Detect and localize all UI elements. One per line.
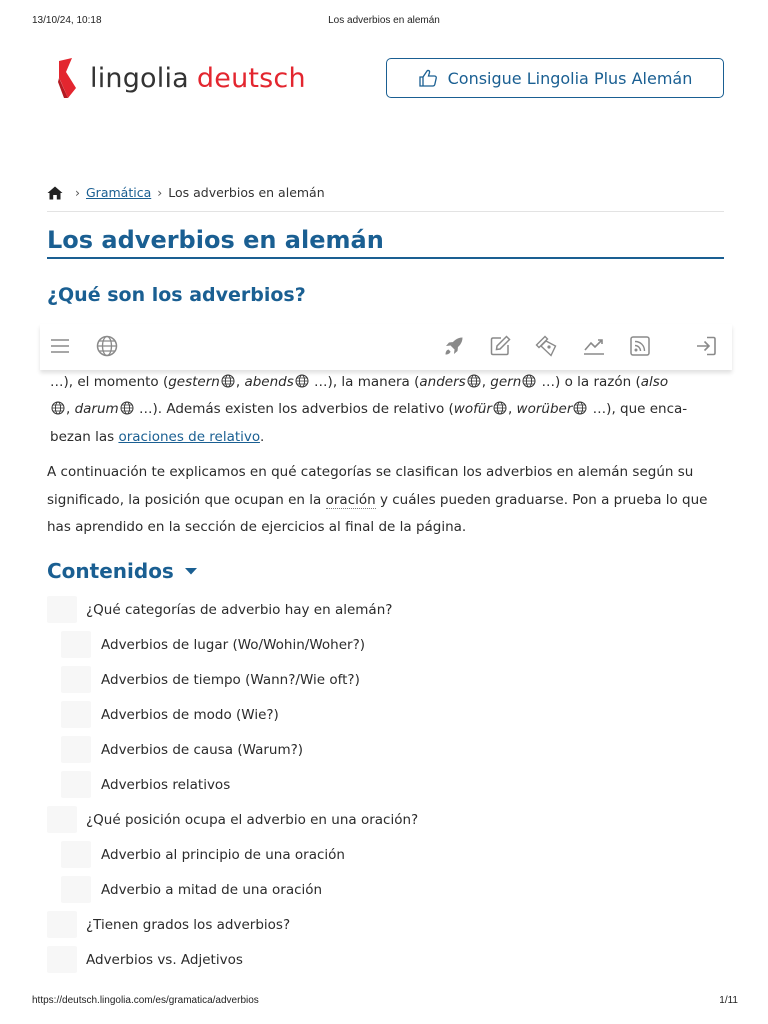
toc-item-marker bbox=[61, 736, 91, 763]
intro-text: …), el momento ( bbox=[50, 374, 169, 390]
toc-item-marker bbox=[61, 701, 91, 728]
rocket-icon[interactable] bbox=[442, 334, 466, 358]
toc-item-label: Adverbios de tiempo (Wann?/Wie oft?) bbox=[101, 671, 360, 688]
example-word: abends bbox=[244, 374, 294, 390]
toc-item[interactable] bbox=[47, 732, 727, 767]
breadcrumb-link-gramatica[interactable]: Gramática bbox=[86, 185, 152, 200]
chart-icon[interactable] bbox=[582, 334, 606, 358]
page-title: Los adverbios en alemán bbox=[47, 226, 384, 254]
toc-item-label: Adverbios vs. Adjetivos bbox=[86, 951, 243, 968]
intro-text: …) o la razón ( bbox=[537, 374, 641, 390]
breadcrumb bbox=[47, 185, 325, 200]
toc-item-label: Adverbios de modo (Wie?) bbox=[101, 706, 279, 723]
globe-icon[interactable] bbox=[522, 374, 536, 388]
toc-item[interactable] bbox=[47, 627, 727, 662]
intro-text: …), que enca- bbox=[588, 401, 688, 417]
edit-icon[interactable] bbox=[488, 334, 512, 358]
toc-item-label: Adverbios de lugar (Wo/Wohin/Woher?) bbox=[101, 636, 365, 653]
thumbs-up-icon bbox=[418, 69, 438, 87]
breadcrumb-divider bbox=[47, 211, 724, 212]
intro-paragraph-line3 bbox=[50, 424, 730, 452]
print-page-number: 1/11 bbox=[719, 995, 738, 1006]
toc-item[interactable] bbox=[47, 662, 727, 697]
example-word: gern bbox=[490, 374, 522, 390]
print-title: Los adverbios en alemán bbox=[328, 15, 440, 26]
toc-item[interactable] bbox=[47, 837, 727, 872]
intro-text: …), la manera ( bbox=[309, 374, 420, 390]
toc-item[interactable] bbox=[47, 802, 727, 837]
example-word: worüber bbox=[516, 401, 573, 417]
breadcrumb-separator: › bbox=[75, 185, 80, 200]
toc-item[interactable] bbox=[47, 697, 727, 732]
globe-icon[interactable] bbox=[493, 401, 507, 415]
logo-text bbox=[90, 63, 306, 94]
toc-item-marker bbox=[47, 911, 77, 938]
print-date: 13/10/24, 10:18 bbox=[32, 15, 102, 26]
example-word: wofür bbox=[453, 401, 492, 417]
toc-item-label: Adverbios de causa (Warum?) bbox=[101, 741, 304, 758]
toc-item-marker bbox=[61, 771, 91, 798]
login-icon[interactable] bbox=[694, 334, 718, 358]
globe-icon[interactable] bbox=[295, 374, 309, 388]
site-logo[interactable] bbox=[56, 58, 306, 98]
globe-icon[interactable] bbox=[467, 374, 481, 388]
print-url: https://deutsch.lingolia.com/es/gramatica/adverbios bbox=[32, 995, 259, 1006]
globe-icon[interactable] bbox=[120, 401, 134, 415]
plus-button-label: Consigue Lingolia Plus Alemán bbox=[447, 68, 693, 88]
toc-item-label: ¿Qué categorías de adverbio hay en alemán? bbox=[86, 601, 393, 618]
example-word: also bbox=[640, 374, 669, 390]
intro-text: …). Además existen los adverbios de relativo ( bbox=[134, 401, 454, 417]
intro-text: bezan las bbox=[50, 429, 119, 445]
breadcrumb-current: Los adverbios en alemán bbox=[168, 185, 325, 200]
section-title: ¿Qué son los adverbios? bbox=[47, 284, 306, 306]
logo-word-lingolia: lingolia bbox=[90, 62, 189, 94]
toc-item[interactable] bbox=[47, 942, 727, 977]
toc-item[interactable] bbox=[47, 592, 727, 627]
example-word: darum bbox=[74, 401, 119, 417]
toc-item-label: Adverbio al principio de una oración bbox=[101, 846, 345, 863]
menu-icon[interactable] bbox=[48, 334, 72, 358]
toc-item[interactable] bbox=[47, 767, 727, 802]
globe-icon[interactable] bbox=[51, 401, 65, 415]
title-underline bbox=[47, 257, 724, 259]
toc-item-label: Adverbios relativos bbox=[101, 776, 231, 793]
toc-item-marker bbox=[47, 946, 77, 973]
lingolia-plus-button[interactable] bbox=[386, 58, 724, 98]
globe-icon[interactable] bbox=[221, 374, 235, 388]
intro-text: . bbox=[259, 429, 265, 445]
breadcrumb-separator: › bbox=[157, 185, 163, 200]
rss-icon[interactable] bbox=[628, 334, 652, 358]
toc-item-marker bbox=[61, 841, 91, 868]
example-word: gestern bbox=[168, 374, 220, 390]
globe-icon[interactable] bbox=[573, 401, 587, 415]
toc-title: Contenidos bbox=[47, 559, 174, 583]
toc-item[interactable] bbox=[47, 872, 727, 907]
globe-icon[interactable] bbox=[95, 334, 119, 358]
glossary-term-oracion[interactable]: oración bbox=[325, 491, 376, 508]
home-icon[interactable] bbox=[47, 186, 63, 200]
toc-item-marker bbox=[61, 666, 91, 693]
toc-item-marker bbox=[61, 876, 91, 903]
table-of-contents bbox=[47, 592, 727, 977]
toc-item-marker bbox=[47, 596, 77, 623]
toc-item-label: ¿Tienen grados los adverbios? bbox=[86, 916, 291, 933]
toc-toggle[interactable] bbox=[47, 559, 198, 583]
logo-word-deutsch: deutsch bbox=[196, 62, 306, 94]
overview-text: A continuación te explicamos en qué categorías se clasifican los adverbios en alemán según su significado, la posición que ocupan en la bbox=[47, 464, 694, 508]
toc-item-marker bbox=[61, 631, 91, 658]
link-oraciones-de-relativo[interactable]: oraciones de relativo bbox=[118, 429, 260, 445]
intro-paragraph: …), el momento (gestern , abends …), la manera (anders , gern …) o la razón (also bbox=[50, 374, 669, 390]
overview-paragraph bbox=[47, 459, 727, 542]
toc-item-label: Adverbio a mitad de una oración bbox=[101, 881, 323, 898]
tags-icon[interactable] bbox=[534, 334, 558, 358]
toc-item[interactable] bbox=[47, 907, 727, 942]
toc-item-label: ¿Qué posición ocupa el adverbio en una oración? bbox=[86, 811, 419, 828]
sticky-toolbar bbox=[40, 324, 732, 370]
caret-down-icon bbox=[184, 566, 198, 576]
lingolia-logo-icon bbox=[56, 58, 78, 98]
example-word: anders bbox=[419, 374, 466, 390]
toc-item-marker bbox=[47, 806, 77, 833]
intro-paragraph-line2: , darum …). Además existen los adverbios de relativo (wofür , worüber …), que enca- bbox=[50, 396, 730, 424]
overview-text: y cuáles pueden graduarse. Pon a prueba lo que has aprendido en la sección de ejercicios al final de la página. bbox=[47, 491, 708, 535]
